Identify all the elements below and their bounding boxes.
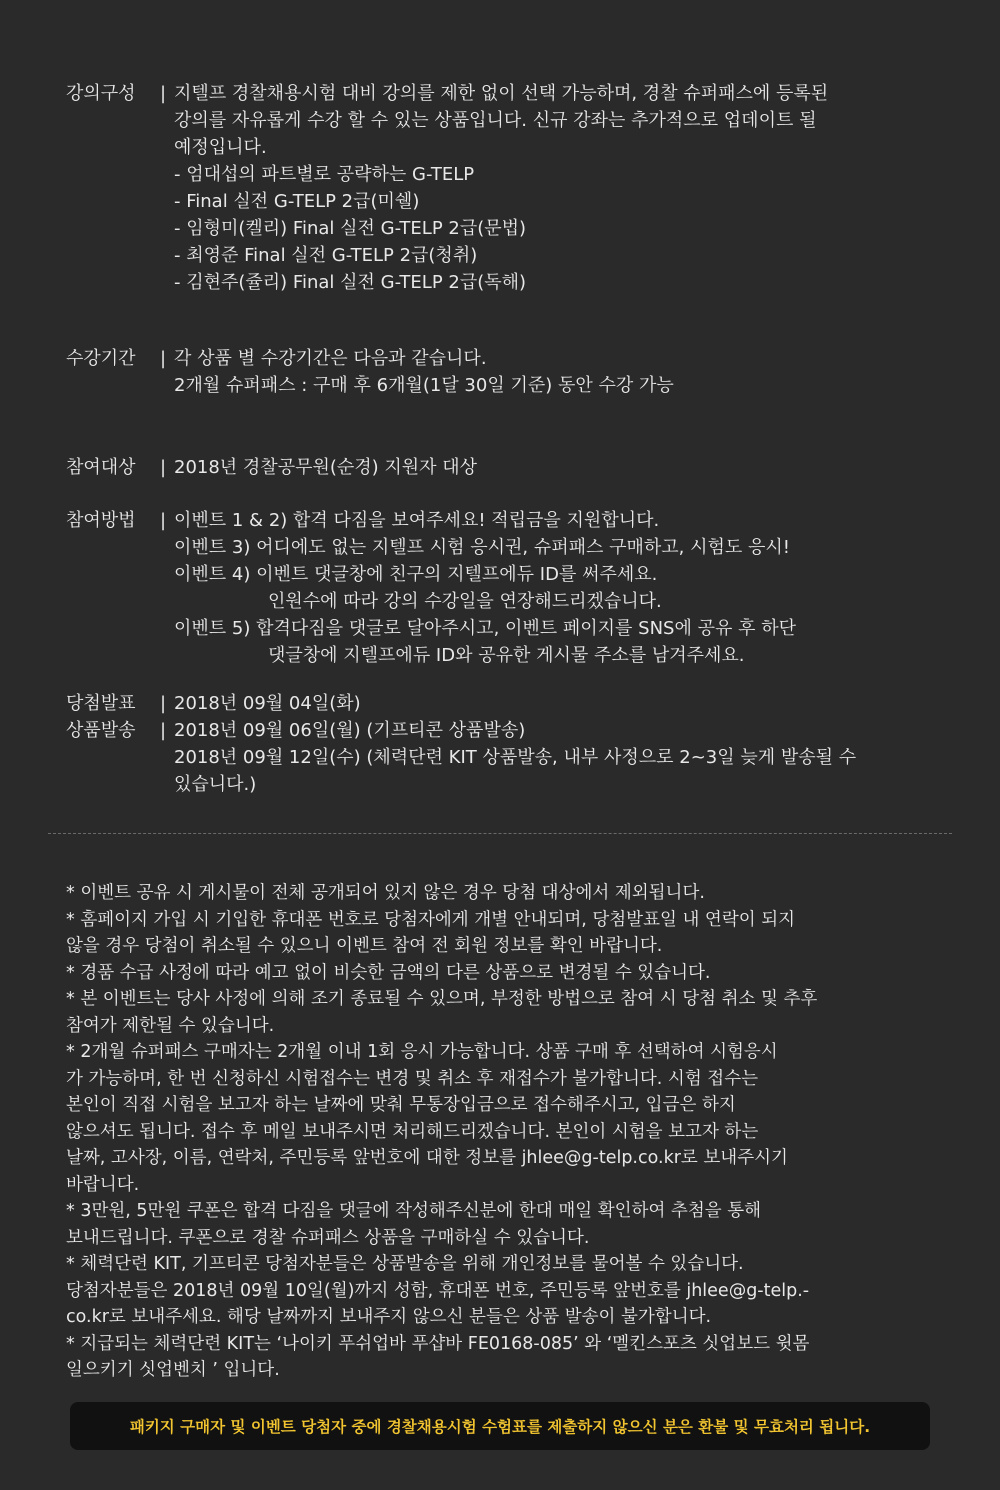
target-line: 2018년 경찰공무원(순경) 지원자 대상 xyxy=(174,457,478,478)
announce-label: 당첨발표 xyxy=(66,693,136,714)
method-line: 이벤트 5) 합격다짐을 댓글로 달아주시고, 이벤트 페이지를 SNS에 공유 후 하단 xyxy=(174,618,796,639)
method-body xyxy=(174,507,944,669)
course-item: - 임형미(켈리) Final 실전 G-TELP 2급(문법) xyxy=(174,218,527,239)
course-item: - 김현주(쥴리) Final 실전 G-TELP 2급(독해) xyxy=(174,272,527,293)
course-section xyxy=(66,80,944,296)
course-item: - Final 실전 G-TELP 2급(미쉘) xyxy=(174,191,420,212)
note-line: 않을 경우 당첨이 취소될 수 있으니 이벤트 참여 전 회원 정보를 확인 바랍니다. xyxy=(66,936,663,956)
course-line: 강의를 자유롭게 수강 할 수 있는 상품입니다. 신규 강좌는 추가적으로 업데이트 될 xyxy=(174,110,817,131)
note-line: * 본 이벤트는 당사 사정에 의해 조기 종료될 수 있으며, 부정한 방법으로 참여 시 당첨 취소 및 추후 xyxy=(66,989,818,1009)
method-section xyxy=(66,507,944,669)
period-line: 각 상품 별 수강기간은 다음과 같습니다. xyxy=(174,348,487,369)
note-line: 가 가능하며, 한 번 신청하신 시험접수는 변경 및 취소 후 재접수가 불가합니다. 시험 접수는 xyxy=(66,1068,759,1089)
course-label: 강의구성 xyxy=(66,83,136,104)
note-line: * 홈페이지 가입 시 기입한 휴대폰 번호로 당첨자에게 개별 안내되며, 당첨발표일 내 연락이 되지 xyxy=(66,909,796,930)
course-line: 지텔프 경찰채용시험 대비 강의를 제한 없이 선택 가능하며, 경찰 슈퍼패스에 등록된 xyxy=(174,83,829,104)
notes-list xyxy=(66,880,966,1384)
dashed-divider xyxy=(48,833,952,834)
course-line: 예정입니다. xyxy=(174,137,267,158)
separator: | xyxy=(160,720,167,741)
period-label: 수강기간 xyxy=(66,348,136,369)
shipping-label: 상품발송 xyxy=(66,720,136,741)
note-line: 바랍니다. xyxy=(66,1174,140,1195)
announce-section xyxy=(66,690,944,717)
note-line: * 3만원, 5만원 쿠폰은 합격 다짐을 댓글에 작성해주신분에 한대 매일 확인하여 추첨을 통해 xyxy=(66,1201,762,1221)
method-line: 댓글창에 지텔프에듀 ID와 공유한 게시물 주소를 남겨주세요. xyxy=(268,645,745,666)
separator: | xyxy=(160,693,167,714)
method-line: 이벤트 3) 어디에도 없는 지텔프 시험 응시권, 슈퍼패스 구매하고, 시험도 응시! xyxy=(174,537,790,558)
separator: | xyxy=(160,348,167,369)
refund-notice-banner xyxy=(70,1402,930,1450)
note-line: * 2개월 슈퍼패스 구매자는 2개월 이내 1회 응시 가능합니다. 상품 구매 후 선택하여 시험응시 xyxy=(66,1042,778,1062)
shipping-body xyxy=(174,717,944,798)
note-line: * 이벤트 공유 시 게시물이 전체 공개되어 있지 않은 경우 당첨 대상에서 제외됩니다. xyxy=(66,883,705,903)
separator: | xyxy=(160,83,167,104)
target-label: 참여대상 xyxy=(66,457,136,478)
period-section xyxy=(66,345,944,399)
note-line: * 지급되는 체력단련 KIT는 ‘나이키 푸쉬업바 푸샵바 FE0168-085’ 와 ‘멜킨스포츠 싯업보드 윗몸 xyxy=(66,1333,810,1354)
method-line: 이벤트 1 & 2) 합격 다짐을 보여주세요! 적립금을 지원합니다. xyxy=(174,510,660,531)
note-line: 날짜, 고사장, 이름, 연락처, 주민등록 앞번호에 대한 정보를 jhlee@g-telp.co.kr로 보내주시기 xyxy=(66,1148,788,1168)
target-section xyxy=(66,454,944,481)
note-line: * 경품 수급 사정에 따라 예고 없이 비슷한 금액의 다른 상품으로 변경될 수 있습니다. xyxy=(66,962,711,983)
note-line: 참여가 제한될 수 있습니다. xyxy=(66,1015,275,1036)
note-line: 않으셔도 됩니다. 접수 후 메일 보내주시면 처리해드리겠습니다. 본인이 시험을 보고자 하는 xyxy=(66,1121,759,1142)
separator: | xyxy=(160,457,167,478)
separator: | xyxy=(160,510,167,531)
method-line: 이벤트 4) 이벤트 댓글창에 친구의 지텔프에듀 ID를 써주세요. xyxy=(174,564,658,585)
announce-body xyxy=(174,690,944,717)
method-line: 인원수에 따라 강의 수강일을 연장해드리겠습니다. xyxy=(268,591,662,612)
course-body xyxy=(174,80,944,296)
course-item: - 엄대섭의 파트별로 공략하는 G-TELP xyxy=(174,164,475,185)
note-line: 일으키기 싯업벤치 ’ 입니다. xyxy=(66,1360,280,1380)
target-body xyxy=(174,454,944,481)
course-item: - 최영준 Final 실전 G-TELP 2급(청취) xyxy=(174,245,478,266)
note-line: 본인이 직접 시험을 보고자 하는 날짜에 맞춰 무통장입금으로 접수해주시고, 입금은 하지 xyxy=(66,1095,736,1115)
note-line: * 체력단련 KIT, 기프티콘 당첨자분들은 상품발송을 위해 개인정보를 물어볼 수 있습니다. xyxy=(66,1254,744,1274)
shipping-line: 있습니다.) xyxy=(174,774,257,795)
note-line: 보내드립니다. 쿠폰으로 경찰 슈퍼패스 상품을 구매하실 수 있습니다. xyxy=(66,1227,590,1248)
refund-notice-text: 패키지 구매자 및 이벤트 당첨자 중에 경찰채용시험 수험표를 제출하지 않으신 분은 환불 및 무효처리 됩니다. xyxy=(129,1418,871,1436)
shipping-line: 2018년 09월 06일(월) (기프티콘 상품발송) xyxy=(174,720,526,741)
method-label: 참여방법 xyxy=(66,510,136,531)
note-line: 당첨자분들은 2018년 09월 10일(월)까지 성함, 휴대폰 번호, 주민등록 앞번호를 jhlee@g-telp.- xyxy=(66,1280,810,1301)
period-body xyxy=(174,345,944,399)
period-line: 2개월 슈퍼패스 : 구매 후 6개월(1달 30일 기준) 동안 수강 가능 xyxy=(174,375,674,396)
shipping-section xyxy=(66,717,944,798)
note-line: co.kr로 보내주세요. 해당 날짜까지 보내주지 않으신 분들은 상품 발송이 불가합니다. xyxy=(66,1307,712,1327)
shipping-line: 2018년 09월 12일(수) (체력단련 KIT 상품발송, 내부 사정으로 2~3일 늦게 발송될 수 xyxy=(174,747,857,768)
announce-line: 2018년 09월 04일(화) xyxy=(174,693,361,714)
